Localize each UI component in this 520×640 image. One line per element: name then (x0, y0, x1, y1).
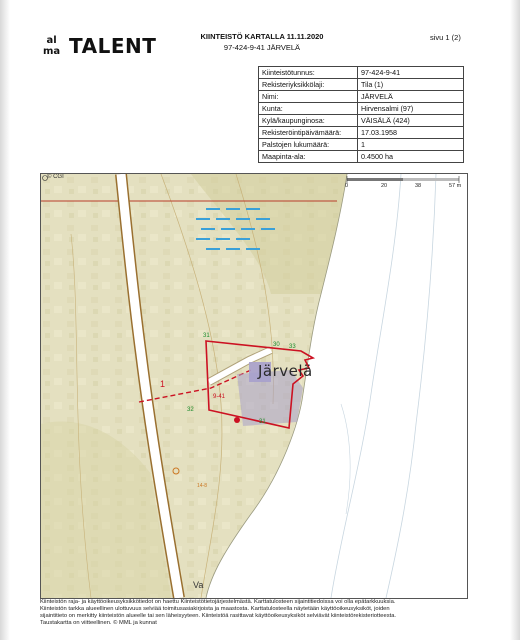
house-marker (234, 417, 240, 423)
point-label: 33 (289, 344, 296, 350)
point-label: 31 (259, 419, 266, 425)
info-value: 17.03.1958 (358, 127, 464, 139)
info-key: Kunta: (259, 103, 358, 115)
info-row (259, 115, 464, 127)
footer-line: Kiinteistön tarkka alueellinen ulottuvuus selviää toimitusasiakirjoista ja maastosta. Karttatulosteella näytetään käyttöoikeusyksiköt, joiden (40, 606, 390, 612)
depth-contour (331, 174, 401, 598)
easement-label: 1 (160, 379, 166, 389)
info-key: Rekisteröintipäivämäärä: (259, 127, 358, 139)
map-copyright: © CGI (47, 174, 64, 180)
place-name-label: Järvelä (258, 362, 313, 380)
info-key: Palstojen lukumäärä: (259, 139, 358, 151)
info-value: 1 (358, 139, 464, 151)
info-value: 0.4500 ha (358, 151, 464, 163)
info-value: 97-424-9-41 (358, 67, 464, 79)
info-row (259, 127, 464, 139)
document-title: KIINTEISTÖ KARTALLA 11.11.2020 (200, 32, 324, 41)
info-key: Nimi: (259, 91, 358, 103)
property-map[interactable] (40, 173, 468, 599)
depth-contour (386, 174, 436, 598)
info-key: Maapinta-ala: (259, 151, 358, 163)
info-key: Kylä/kaupunginosa: (259, 115, 358, 127)
logo-mark-top: al (46, 35, 57, 46)
scale-tick-label: 20 (381, 183, 388, 189)
footer-line: Taustakartta on viitteellinen. © MML ja kunnat (40, 620, 157, 626)
scale-tick-label: 38 (415, 183, 422, 189)
small-map-label: 14-8 (197, 483, 208, 489)
point-label: 31 (203, 333, 210, 339)
info-row (259, 67, 464, 79)
info-row (259, 151, 464, 163)
alma-logo-mark (43, 35, 65, 57)
point-label: 30 (273, 342, 280, 348)
info-row (259, 139, 464, 151)
info-row (259, 91, 464, 103)
info-key: Rekisteriyksikkölaji: (259, 79, 358, 91)
page-edge-left (0, 0, 10, 640)
info-key: Kiinteistötunnus: (259, 67, 358, 79)
road-label: Va (193, 580, 204, 590)
alma-talent-logo (43, 34, 156, 58)
parcel-id-label: 9-41 (213, 394, 226, 400)
footer-line: sijaintitieto on merkitty kiinteistön alueelle tai sen läheisyyteen. Kiinteistöä rasittavat käyttöoikeusyksiköt selviävät kiinteistörekisteriotteesta. (40, 613, 397, 619)
disclaimer-footer (40, 599, 470, 627)
scale-tick-label: 57 m (449, 183, 462, 189)
depth-contour (341, 404, 350, 514)
info-value: Hirvensalmi (97) (358, 103, 464, 115)
info-value: Tila (1) (358, 79, 464, 91)
scale-tick-label: 0 (345, 183, 349, 189)
info-value: JÄRVELÄ (358, 91, 464, 103)
brand-name: TALENT (69, 34, 157, 58)
page-number: sivu 1 (2) (430, 33, 461, 42)
logo-mark-bottom: ma (43, 46, 61, 57)
map-canvas[interactable] (41, 174, 467, 598)
footer-line: Kiinteistön raja- ja käyttöoikeusyksikkötiedot on haettu Kiinteistötietojärjestelmästä. Karttatulosteen sijaintitiedoissa voi olla epätarkkuuksia. (40, 599, 396, 605)
page-edge-right (510, 0, 520, 640)
scale-bar (347, 176, 459, 183)
point-label: 32 (187, 407, 194, 413)
document-subtitle: 97-424-9-41 JÄRVELÄ (223, 43, 301, 52)
property-info-table (258, 66, 464, 163)
info-value: VÄISÄLÄ (424) (358, 115, 464, 127)
info-row (259, 103, 464, 115)
info-row (259, 79, 464, 91)
